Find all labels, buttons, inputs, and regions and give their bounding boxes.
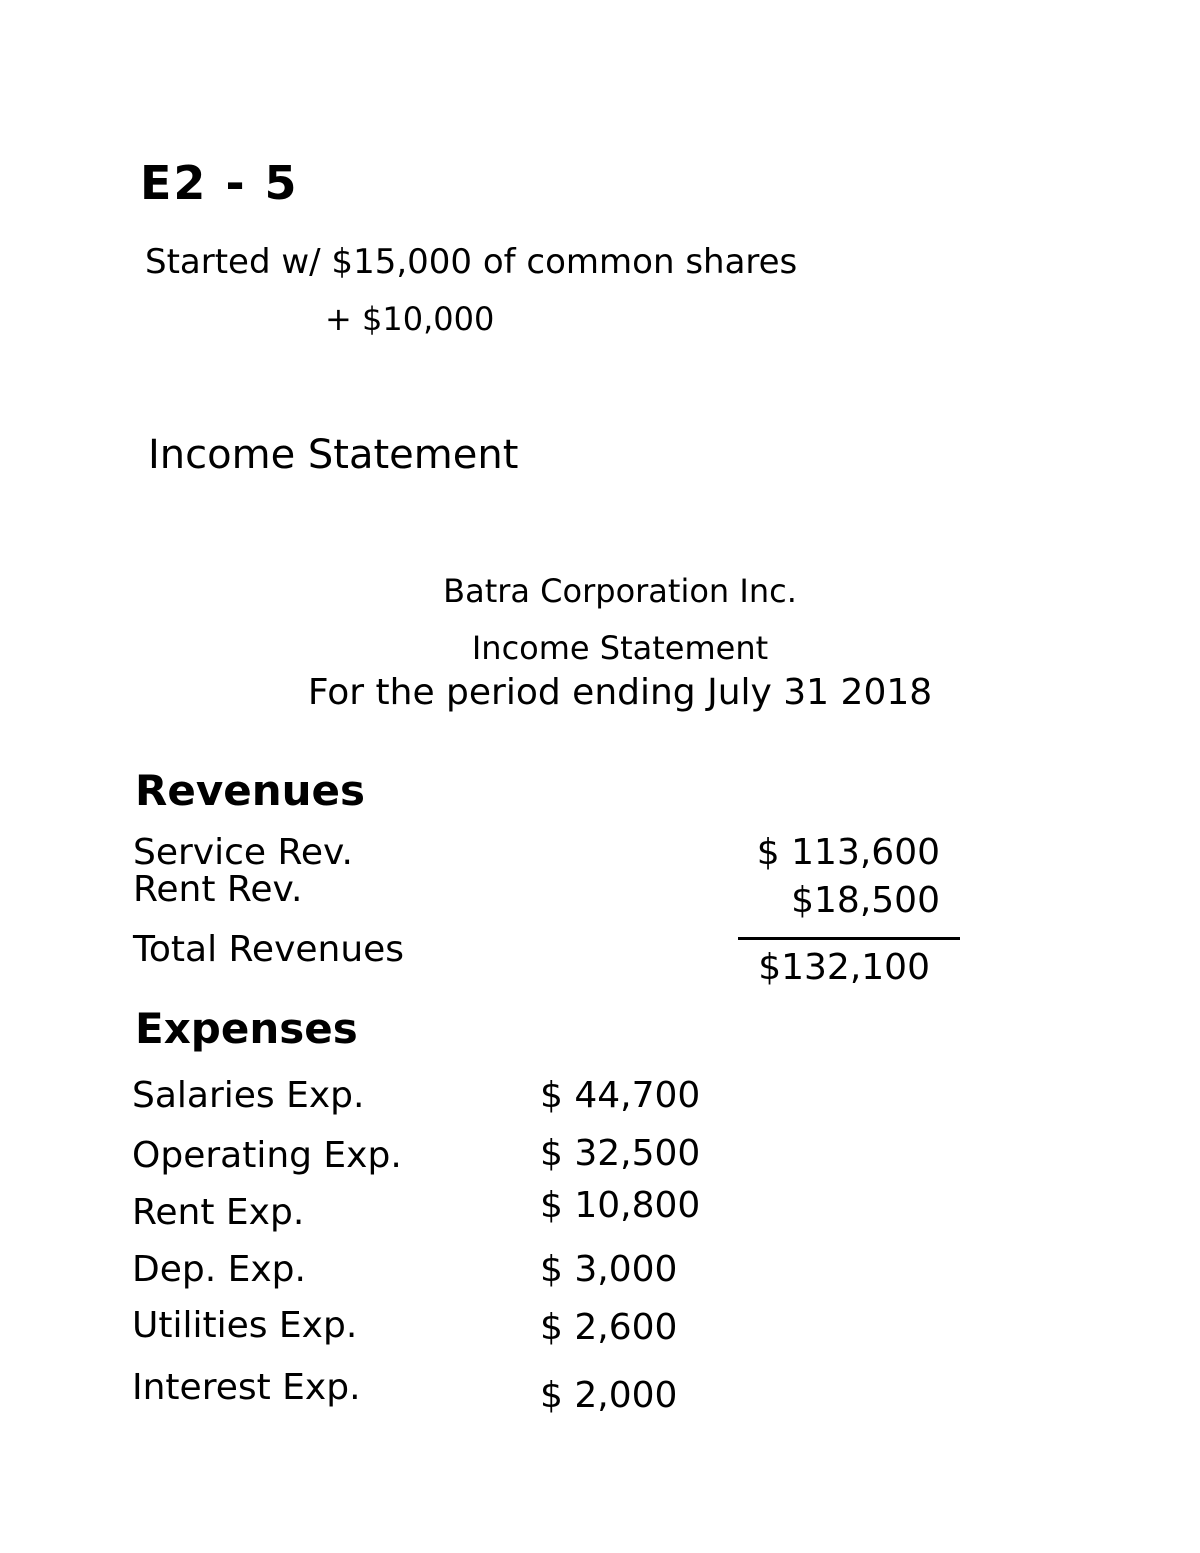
expense-amount: $ 10,800 <box>540 1185 701 1226</box>
expense-amount: $ 32,500 <box>540 1133 701 1174</box>
revenue-label: Rent Rev. <box>133 869 303 910</box>
revenues-heading: Revenues <box>135 766 365 815</box>
problem-id: E2 - 5 <box>140 156 299 210</box>
total-revenues-label: Total Revenues <box>133 929 405 970</box>
expense-label: Rent Exp. <box>132 1192 305 1233</box>
expenses-heading: Expenses <box>135 1004 358 1053</box>
expense-amount: $ 2,600 <box>540 1307 678 1348</box>
expense-label: Interest Exp. <box>132 1367 361 1408</box>
expense-label: Utilities Exp. <box>132 1305 358 1346</box>
revenue-label: Service Rev. <box>133 832 353 873</box>
opening-note: Started w/ $15,000 of common shares <box>145 242 798 282</box>
expense-amount: $ 44,700 <box>540 1075 701 1116</box>
expense-label: Dep. Exp. <box>132 1249 306 1290</box>
section-heading: Income Statement <box>148 432 519 478</box>
total-underline <box>738 937 960 940</box>
expense-label: Operating Exp. <box>132 1135 402 1176</box>
expense-label: Salaries Exp. <box>132 1075 365 1116</box>
revenue-amount: $18,500 <box>791 880 940 921</box>
expense-amount: $ 2,000 <box>540 1375 678 1416</box>
statement-period: For the period ending July 31 2018 <box>307 672 933 713</box>
revenue-amount: $ 113,600 <box>756 832 940 873</box>
company-name: Batra Corporation Inc. <box>443 572 797 610</box>
statement-title: Income Statement <box>471 629 769 667</box>
total-revenues-amount: $132,100 <box>758 947 930 988</box>
expense-amount: $ 3,000 <box>540 1249 678 1290</box>
additional-note: + $10,000 <box>325 300 495 338</box>
